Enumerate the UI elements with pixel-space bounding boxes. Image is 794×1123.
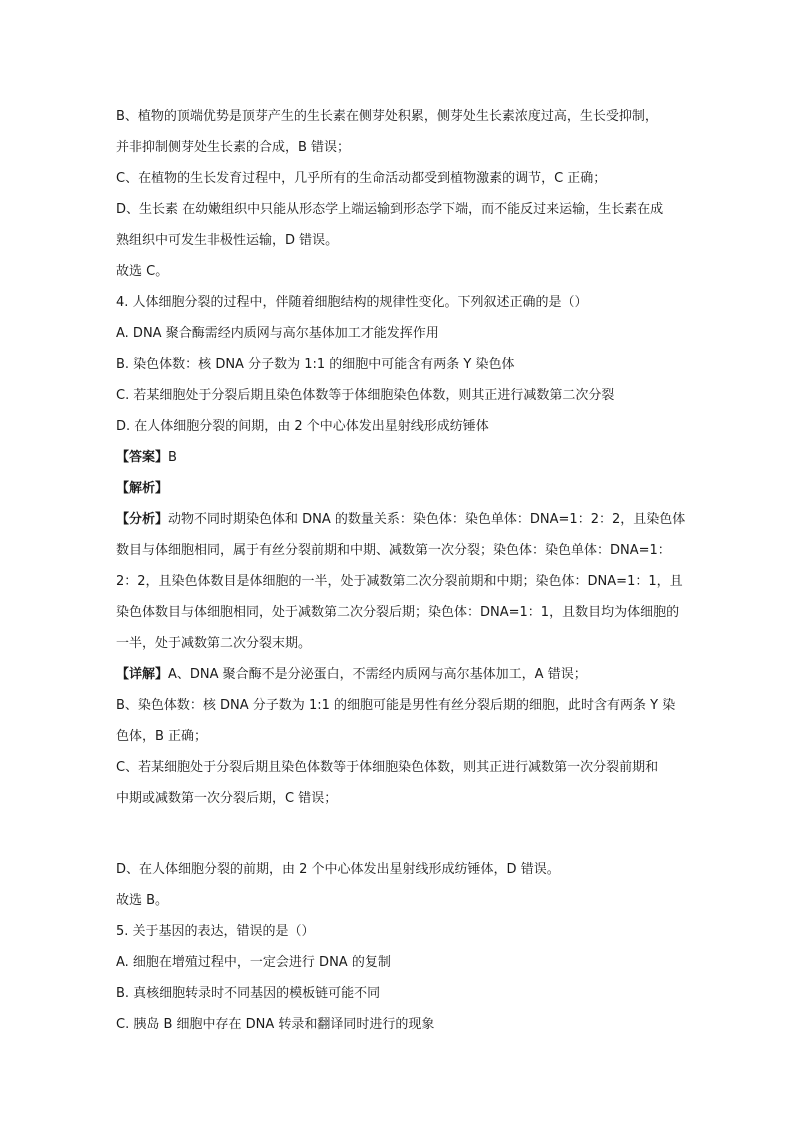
q3-explanation-b-line2: 并非抑制侧芽处生长素的合成，B 错误； [116,140,351,155]
q4-option-c: C. 若某细胞处于分裂后期且染色体数等于体细胞染色体数，则其正进行减数第二次分裂 [116,388,615,403]
q4-xiangjie-b-line1: B、染色体数：核 DNA 分子数为 1:1 的细胞可能是男性有丝分裂后期的细胞，此时含有两条 Y 染 [116,698,676,713]
q3-explanation-d-line1: D、生长素 在幼嫩组织中只能从形态学上端运输到形态学下端，而不能反过来运输，生长素在成 [116,202,664,217]
q5-option-a: A. 细胞在增殖过程中，一定会进行 DNA 的复制 [116,955,391,970]
fenxi-text-1: 动物不同时期染色体和 DNA 的数量关系：染色体：染色单体：DNA=1：2：2，且染色体 [168,512,686,527]
q4-fenxi-line5: 一半，处于减数第二次分裂末期。 [116,636,312,651]
q4-stem: 4. 人体细胞分裂的过程中，伴随着细胞结构的规律性变化。下列叙述正确的是（） [116,295,588,310]
q4-answer [116,442,700,473]
q4-fenxi-line1 [116,504,700,535]
answer-value: B [168,450,177,465]
q4-xiangjie-c-line2: 中期或减数第一次分裂后期，C 错误； [116,791,338,806]
q5-stem: 5. 关于基因的表达，错误的是（） [116,924,315,939]
q4-xiangjie-a [116,659,700,690]
q4-option-b: B. 染色体数：核 DNA 分子数为 1:1 的细胞中可能含有两条 Y 染色体 [116,357,515,372]
document-body [116,101,700,1040]
q5-option-b: B. 真核细胞转录时不同基因的模板链可能不同 [116,986,381,1001]
blank-gap [116,814,700,854]
xiangjie-tag: 【详解】 [116,667,169,682]
q5-option-c: C. 胰岛 B 细胞中存在 DNA 转录和翻译同时进行的现象 [116,1017,435,1032]
q4-conclusion: 故选 B。 [116,893,169,908]
fenxi-tag: 【分析】 [116,512,169,527]
q4-xiangjie-c-line1: C、若某细胞处于分裂后期且染色体数等于体细胞染色体数，则其正进行减数第一次分裂前期和 [116,760,659,775]
q4-analysis-heading [116,473,700,504]
q4-xiangjie-b-line2: 色体，B 正确； [116,729,208,744]
q3-explanation-b-line1: B、植物的顶端优势是顶芽产生的生长素在侧芽处积累，侧芽处生长素浓度过高，生长受抑制， [116,109,658,124]
answer-tag: 【答案】 [116,450,169,465]
q3-explanation-c: C、在植物的生长发育过程中，几乎所有的生命活动都受到植物激素的调节，C 正确； [116,171,607,186]
q3-conclusion: 故选 C。 [116,264,169,279]
q4-xiangjie-d: D、在人体细胞分裂的前期，由 2 个中心体发出星射线形成纺锤体，D 错误。 [116,862,560,877]
q4-fenxi-line2: 数目与体细胞相同，属于有丝分裂前期和中期、减数第一次分裂；染色体：染色单体：DNA=1： [116,543,671,558]
q4-fenxi-line4: 染色体数目与体细胞相同，处于减数第二次分裂后期；染色体：DNA=1：1，且数目均为体细胞的 [116,605,680,620]
q4-fenxi-line3: 2：2，且染色体数目是体细胞的一半，处于减数第二次分裂前期和中期；染色体：DNA=1：1，且 [116,574,683,589]
q4-option-d: D. 在人体细胞分裂的间期，由 2 个中心体发出星射线形成纺锤体 [116,419,489,434]
q3-explanation-d-line2: 熟组织中可发生非极性运输，D 错误。 [116,233,339,248]
q4-option-a: A. DNA 聚合酶需经内质网与高尔基体加工才能发挥作用 [116,326,439,341]
xiangjie-a-text: A、DNA 聚合酶不是分泌蛋白，不需经内质网与高尔基体加工，A 错误； [168,667,587,682]
analysis-tag: 【解析】 [116,481,169,496]
